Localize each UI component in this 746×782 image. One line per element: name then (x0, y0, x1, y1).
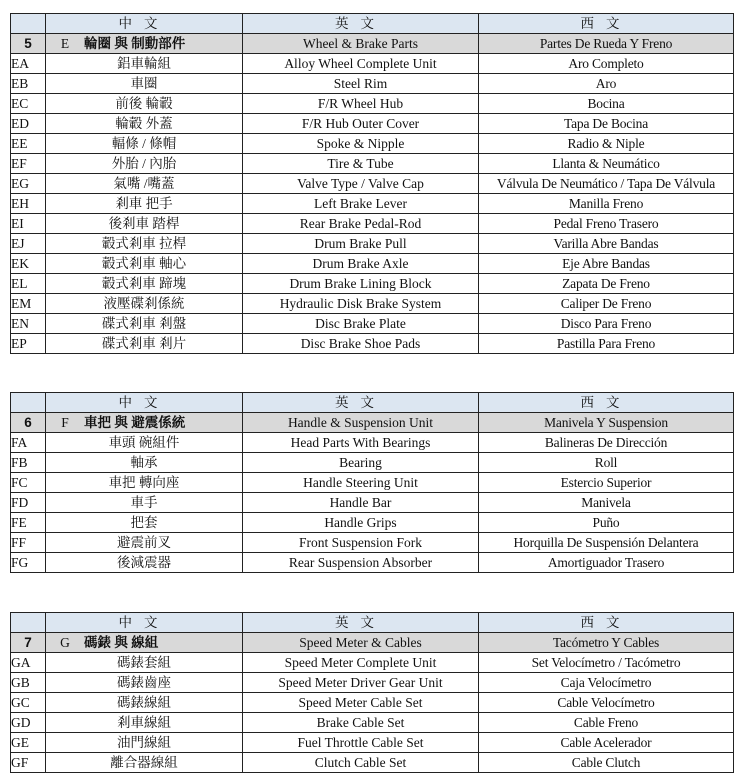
table-row (11, 733, 734, 753)
part-name-spanish: Caliper De Freno (479, 294, 734, 314)
part-name-english: Disc Brake Plate (243, 314, 479, 334)
part-code: EP (11, 334, 46, 354)
section-title-spanish: Partes De Rueda Y Freno (479, 34, 734, 54)
table-row (11, 214, 734, 234)
column-header-row (11, 613, 734, 633)
column-header-row (11, 14, 734, 34)
part-code: EJ (11, 234, 46, 254)
part-code: GA (11, 653, 46, 673)
header-english: 英文 (243, 613, 479, 633)
header-chinese: 中文 (46, 14, 243, 34)
table-row (11, 533, 734, 553)
section-name-chinese: 輪圈 與 制動部件 (84, 35, 186, 51)
part-name-chinese: 剎車 把手 (46, 194, 243, 214)
table-row (11, 274, 734, 294)
part-code: FA (11, 433, 46, 453)
part-code: EC (11, 94, 46, 114)
header-english: 英文 (243, 393, 479, 413)
part-name-spanish: Bocina (479, 94, 734, 114)
part-name-spanish: Radio & Niple (479, 134, 734, 154)
table-row (11, 314, 734, 334)
table-row (11, 254, 734, 274)
part-name-chinese: 軸承 (46, 453, 243, 473)
part-name-chinese: 後減震器 (46, 553, 243, 573)
table-row (11, 174, 734, 194)
section-letter: F (61, 414, 69, 430)
part-code: GB (11, 673, 46, 693)
table-row (11, 94, 734, 114)
part-name-chinese: 碼錶線組 (46, 693, 243, 713)
part-name-spanish: Tapa De Bocina (479, 114, 734, 134)
part-code: FB (11, 453, 46, 473)
parts-table-section-7 (10, 612, 734, 773)
part-code: EA (11, 54, 46, 74)
part-name-english: Front Suspension Fork (243, 533, 479, 553)
part-name-english: Steel Rim (243, 74, 479, 94)
part-code: EF (11, 154, 46, 174)
header-blank-cell (11, 14, 46, 34)
table-row (11, 294, 734, 314)
section-letter: E (60, 35, 70, 51)
part-name-spanish: Amortiguador Trasero (479, 553, 734, 573)
section-name-chinese: 碼錶 與 線組 (84, 634, 159, 650)
table-row (11, 154, 734, 174)
part-name-spanish: Aro Completo (479, 54, 734, 74)
table-row (11, 234, 734, 254)
part-name-spanish: Disco Para Freno (479, 314, 734, 334)
section-title-chinese (46, 633, 243, 653)
part-name-chinese: 氣嘴 /嘴蓋 (46, 174, 243, 194)
section-name-chinese: 車把 與 避震係統 (84, 414, 186, 430)
part-name-english: Hydraulic Disk Brake System (243, 294, 479, 314)
table-row (11, 513, 734, 533)
part-name-english: Brake Cable Set (243, 713, 479, 733)
section-title-english: Speed Meter & Cables (243, 633, 479, 653)
part-name-chinese: 鋁車輪組 (46, 54, 243, 74)
table-row (11, 693, 734, 713)
part-name-spanish: Pedal Freno Trasero (479, 214, 734, 234)
part-name-english: Tire & Tube (243, 154, 479, 174)
header-spanish: 西文 (479, 613, 734, 633)
header-spanish: 西文 (479, 14, 734, 34)
part-name-chinese: 外胎 / 內胎 (46, 154, 243, 174)
part-name-spanish: Puño (479, 513, 734, 533)
section-title-row (11, 413, 734, 433)
part-name-chinese: 避震前叉 (46, 533, 243, 553)
part-name-spanish: Estercio Superior (479, 473, 734, 493)
section-letter: G (60, 634, 70, 650)
part-name-english: Handle Grips (243, 513, 479, 533)
part-name-spanish: Cable Acelerador (479, 733, 734, 753)
table-row (11, 553, 734, 573)
parts-table-section-5 (10, 13, 734, 354)
header-english: 英文 (243, 14, 479, 34)
part-name-english: Disc Brake Shoe Pads (243, 334, 479, 354)
column-header-row (11, 393, 734, 413)
part-name-english: Drum Brake Lining Block (243, 274, 479, 294)
part-code: EN (11, 314, 46, 334)
table-row (11, 134, 734, 154)
part-code: GE (11, 733, 46, 753)
table-row (11, 54, 734, 74)
part-name-spanish: Set Velocímetro / Tacómetro (479, 653, 734, 673)
part-name-english: Handle Steering Unit (243, 473, 479, 493)
part-name-english: Valve Type / Valve Cap (243, 174, 479, 194)
section-title-english: Wheel & Brake Parts (243, 34, 479, 54)
part-name-english: Clutch Cable Set (243, 753, 479, 773)
part-name-spanish: Pastilla Para Freno (479, 334, 734, 354)
table-row (11, 673, 734, 693)
part-name-chinese: 油門線組 (46, 733, 243, 753)
part-name-spanish: Aro (479, 74, 734, 94)
part-name-spanish: Manilla Freno (479, 194, 734, 214)
section-title-english: Handle & Suspension Unit (243, 413, 479, 433)
part-name-chinese: 轂式剎車 拉桿 (46, 234, 243, 254)
part-name-spanish: Cable Clutch (479, 753, 734, 773)
section-title-row (11, 34, 734, 54)
part-code: EI (11, 214, 46, 234)
header-spanish: 西文 (479, 393, 734, 413)
part-name-english: Handle Bar (243, 493, 479, 513)
table-row (11, 453, 734, 473)
section-title-chinese (46, 413, 243, 433)
section-number: 7 (11, 633, 46, 653)
part-name-chinese: 輪轂 外蓋 (46, 114, 243, 134)
part-name-chinese: 車手 (46, 493, 243, 513)
table-row (11, 493, 734, 513)
part-name-spanish: Eje Abre Bandas (479, 254, 734, 274)
part-code: FE (11, 513, 46, 533)
part-code: EG (11, 174, 46, 194)
part-name-english: Rear Suspension Absorber (243, 553, 479, 573)
table-row (11, 334, 734, 354)
part-name-spanish: Zapata De Freno (479, 274, 734, 294)
part-code: GC (11, 693, 46, 713)
section-title-chinese (46, 34, 243, 54)
part-name-english: Rear Brake Pedal-Rod (243, 214, 479, 234)
part-name-chinese: 碟式剎車 剎片 (46, 334, 243, 354)
section-title-row (11, 633, 734, 653)
part-name-english: F/R Wheel Hub (243, 94, 479, 114)
part-name-english: Speed Meter Cable Set (243, 693, 479, 713)
part-code: EB (11, 74, 46, 94)
part-code: EM (11, 294, 46, 314)
part-name-english: Drum Brake Axle (243, 254, 479, 274)
table-row (11, 753, 734, 773)
table-row (11, 473, 734, 493)
table-row (11, 433, 734, 453)
table-row (11, 653, 734, 673)
part-code: EK (11, 254, 46, 274)
part-name-english: Alloy Wheel Complete Unit (243, 54, 479, 74)
part-name-chinese: 離合器線組 (46, 753, 243, 773)
table-row (11, 194, 734, 214)
part-code: FC (11, 473, 46, 493)
part-name-spanish: Llanta & Neumático (479, 154, 734, 174)
part-name-chinese: 輻條 / 條帽 (46, 134, 243, 154)
part-code: FD (11, 493, 46, 513)
part-code: FF (11, 533, 46, 553)
table-row (11, 74, 734, 94)
section-title-spanish: Manivela Y Suspension (479, 413, 734, 433)
part-name-chinese: 轂式剎車 蹄塊 (46, 274, 243, 294)
part-code: ED (11, 114, 46, 134)
part-name-english: Left Brake Lever (243, 194, 479, 214)
part-name-chinese: 轂式剎車 軸心 (46, 254, 243, 274)
part-name-chinese: 剎車線組 (46, 713, 243, 733)
part-name-spanish: Cable Velocímetro (479, 693, 734, 713)
part-name-chinese: 液壓碟剎係統 (46, 294, 243, 314)
part-name-english: Spoke & Nipple (243, 134, 479, 154)
part-code: EH (11, 194, 46, 214)
table-row (11, 713, 734, 733)
part-name-chinese: 車頭 碗組件 (46, 433, 243, 453)
table-row (11, 114, 734, 134)
part-name-chinese: 把套 (46, 513, 243, 533)
part-code: GD (11, 713, 46, 733)
part-name-chinese: 後剎車 踏桿 (46, 214, 243, 234)
part-name-english: Head Parts With Bearings (243, 433, 479, 453)
part-name-chinese: 車圈 (46, 74, 243, 94)
part-name-english: Fuel Throttle Cable Set (243, 733, 479, 753)
part-name-english: F/R Hub Outer Cover (243, 114, 479, 134)
parts-table-section-6 (10, 392, 734, 573)
section-number: 6 (11, 413, 46, 433)
part-name-english: Speed Meter Driver Gear Unit (243, 673, 479, 693)
part-name-spanish: Válvula De Neumático / Tapa De Válvula (479, 174, 734, 194)
part-name-english: Drum Brake Pull (243, 234, 479, 254)
part-name-spanish: Roll (479, 453, 734, 473)
part-name-spanish: Caja Velocímetro (479, 673, 734, 693)
header-blank-cell (11, 393, 46, 413)
section-title-spanish: Tacómetro Y Cables (479, 633, 734, 653)
part-code: EL (11, 274, 46, 294)
part-name-chinese: 碼錶套組 (46, 653, 243, 673)
part-name-spanish: Horquilla De Suspensión Delantera (479, 533, 734, 553)
part-code: FG (11, 553, 46, 573)
part-name-spanish: Manivela (479, 493, 734, 513)
part-name-english: Bearing (243, 453, 479, 473)
part-name-spanish: Varilla Abre Bandas (479, 234, 734, 254)
part-name-english: Speed Meter Complete Unit (243, 653, 479, 673)
part-name-chinese: 車把 轉向座 (46, 473, 243, 493)
part-name-spanish: Balineras De Dirección (479, 433, 734, 453)
part-name-chinese: 碼錶齒座 (46, 673, 243, 693)
part-code: GF (11, 753, 46, 773)
part-name-chinese: 碟式剎車 剎盤 (46, 314, 243, 334)
part-code: EE (11, 134, 46, 154)
section-number: 5 (11, 34, 46, 54)
header-blank-cell (11, 613, 46, 633)
part-name-chinese: 前後 輪轂 (46, 94, 243, 114)
header-chinese: 中文 (46, 613, 243, 633)
part-name-spanish: Cable Freno (479, 713, 734, 733)
header-chinese: 中文 (46, 393, 243, 413)
